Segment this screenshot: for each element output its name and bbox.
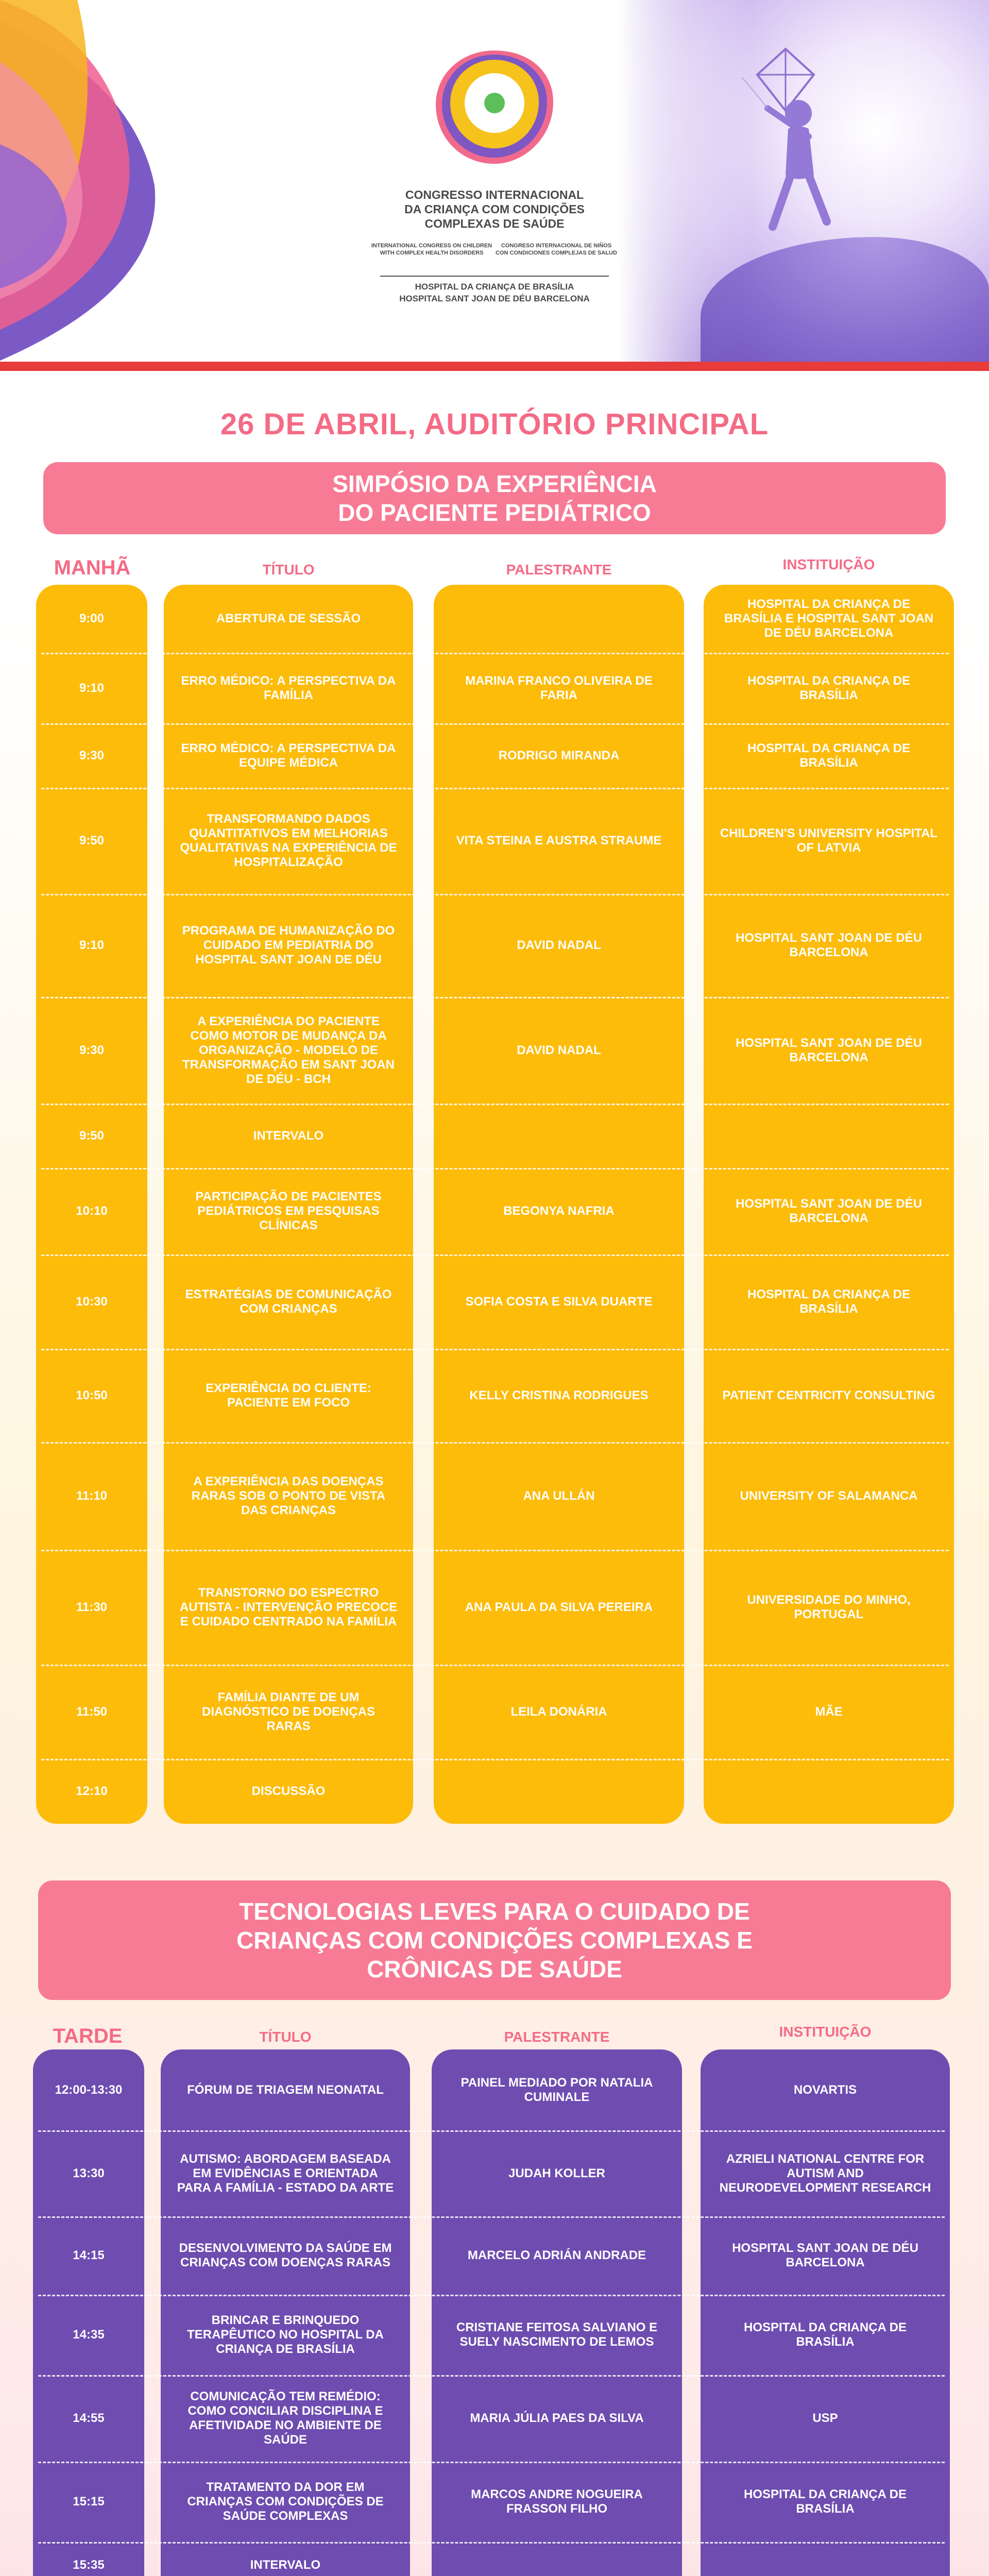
cell-speaker: BEGONYA NAFRIA bbox=[503, 1204, 615, 1218]
cell-speaker: PAINEL MEDIADO POR NATALIA CUMINALE bbox=[461, 2075, 653, 2104]
cell-title: BRINCAR E BRINQUEDO TERAPÊUTICO NO HOSPITAL DA CRIANÇA DE BRASÍLIA bbox=[187, 2313, 384, 2356]
cell-institution: NOVARTIS bbox=[793, 2082, 857, 2097]
logo-title-line: CONGRESSO INTERNACIONAL bbox=[405, 188, 584, 201]
section-title: SIMPÓSIO DA EXPERIÊNCIA DO PACIENTE PEDIÁTRICO bbox=[332, 470, 657, 526]
column-header-speaker: PALESTRANTE bbox=[506, 562, 612, 578]
cell-institution: HOSPITAL DA CRIANÇA DE BRASÍLIA bbox=[747, 673, 910, 702]
cell-time: 9:10 bbox=[79, 938, 105, 952]
host-name: HOSPITAL SANT JOAN DE DÉU BARCELONA bbox=[399, 294, 590, 303]
column-header-institution: INSTITUIÇÃO bbox=[779, 2024, 872, 2040]
cell-time: 15:15 bbox=[73, 2495, 105, 2509]
cell-speaker bbox=[434, 585, 684, 653]
cell-speaker: LEILA DONÁRIA bbox=[510, 1704, 607, 1719]
cell-institution: HOSPITAL DA CRIANÇA DE BRASÍLIA bbox=[747, 741, 910, 770]
cell-title: ESTRATÉGIAS DE COMUNICAÇÃO COM CRIANÇAS bbox=[185, 1287, 392, 1316]
column-header-title: TÍTULO bbox=[259, 2029, 312, 2045]
section-banner-afternoon bbox=[38, 1880, 951, 2000]
cell-title: INTERVALO bbox=[250, 2557, 321, 2572]
host-name: HOSPITAL DA CRIANÇA DE BRASÍLIA bbox=[415, 282, 574, 292]
cell-title: TRANSTORNO DO ESPECTRO AUTISTA - INTERVENÇÃO PRECOCE E CUIDADO CENTRADO NA FAMÍLIA bbox=[179, 1585, 398, 1629]
cell-title: ERRO MÉDICO: A PERSPECTIVA DA EQUIPE MÉDICA bbox=[181, 741, 396, 770]
cell-speaker: DAVID NADAL bbox=[517, 938, 601, 952]
cell-time: 9:30 bbox=[79, 1043, 105, 1057]
cell-time: 9:30 bbox=[79, 748, 105, 762]
cell-institution: HOSPITAL SANT JOAN DE DÉU BARCELONA bbox=[732, 2241, 918, 2269]
cell-institution: PATIENT CENTRICITY CONSULTING bbox=[722, 1388, 935, 1402]
cell-speaker: ANA PAULA DA SILVA PEREIRA bbox=[465, 1600, 653, 1614]
cell-institution: HOSPITAL DA CRIANÇA DE BRASÍLIA bbox=[743, 2487, 907, 2516]
cell-institution: HOSPITAL DA CRIANÇA DE BRASÍLIA bbox=[747, 1287, 910, 1316]
cell-institution: HOSPITAL SANT JOAN DE DÉU BARCELONA bbox=[736, 931, 922, 959]
cell-speaker: MARINA FRANCO OLIVEIRA DE FARIA bbox=[465, 673, 653, 702]
cell-time: 11:30 bbox=[76, 1600, 108, 1614]
cell-speaker bbox=[432, 2542, 682, 2576]
cell-speaker: RODRIGO MIRANDA bbox=[498, 748, 620, 762]
cell-title: COMUNICAÇÃO TEM REMÉDIO: COMO CONCILIAR DISCIPLINA E AFETIVIDADE NO AMBIENTE DE SAÚDE bbox=[187, 2389, 383, 2447]
cell-title: EXPERIÊNCIA DO CLIENTE: PACIENTE EM FOCO bbox=[206, 1381, 371, 1410]
section-title: TECNOLOGIAS LEVES PARA O CUIDADO DE CRIANÇAS COM CONDIÇÕES COMPLEXAS E CRÔNICAS DE SAÚDE bbox=[236, 1898, 753, 1982]
cell-time: 12:00-13:30 bbox=[55, 2082, 123, 2097]
logo-divider bbox=[380, 276, 609, 277]
date-title: 26 DE ABRIL, AUDITÓRIO PRINCIPAL bbox=[220, 408, 769, 441]
cell-title: A EXPERIÊNCIA DO PACIENTE COMO MOTOR DE MUDANÇA DA ORGANIZAÇÃO - MODELO DE TRANSFORMAÇÃO EM SANT JOAN DE DÉU - BCH bbox=[182, 1014, 395, 1086]
period-label: MANHÃ bbox=[54, 556, 131, 579]
cell-institution: UNIVERSITY OF SALAMANCA bbox=[740, 1488, 918, 1503]
cell-speaker: KELLY CRISTINA RODRIGUES bbox=[469, 1388, 649, 1402]
cell-institution: USP bbox=[812, 2411, 838, 2425]
decorative-swirl bbox=[0, 0, 170, 371]
cell-speaker: JUDAH KOLLER bbox=[508, 2166, 605, 2180]
cell-speaker: ANA ULLÁN bbox=[523, 1488, 595, 1503]
cell-time: 13:30 bbox=[73, 2166, 105, 2180]
cell-institution: UNIVERSIDADE DO MINHO, PORTUGAL bbox=[747, 1592, 911, 1621]
child-silhouette bbox=[737, 77, 850, 247]
cell-speaker: MARCELO ADRIÁN ANDRADE bbox=[467, 2248, 646, 2262]
cell-speaker: MARCOS ANDRE NOGUEIRA FRASSON FILHO bbox=[471, 2487, 643, 2516]
cell-time: 9:10 bbox=[79, 681, 105, 695]
period-label: TARDE bbox=[53, 2025, 123, 2047]
cell-institution: AZRIELI NATIONAL CENTRE FOR AUTISM AND NEURODEVELOPMENT RESEARCH bbox=[719, 2151, 931, 2195]
cell-time: 12:10 bbox=[76, 1784, 108, 1798]
congress-logo bbox=[431, 45, 558, 169]
cell-title: TRANSFORMANDO DADOS QUANTITATIVOS EM MELHORIAS QUALITATIVAS NA EXPERIÊNCIA DE HOSPITALIZAÇÃO bbox=[180, 812, 397, 869]
cell-institution: HOSPITAL DA CRIANÇA DE BRASÍLIA E HOSPITAL SANT JOAN DE DÉU BARCELONA bbox=[724, 597, 934, 640]
cell-speaker: MARIA JÚLIA PAES DA SILVA bbox=[470, 2411, 644, 2425]
cell-speaker: SOFIA COSTA E SILVA DUARTE bbox=[465, 1294, 653, 1309]
cell-speaker bbox=[434, 1104, 684, 1168]
cell-time: 14:55 bbox=[73, 2411, 105, 2425]
cell-time: 14:35 bbox=[73, 2328, 105, 2342]
cell-institution bbox=[704, 1104, 954, 1168]
cell-time: 9:50 bbox=[79, 1128, 105, 1143]
cell-institution: MÃE bbox=[815, 1704, 843, 1719]
cell-time: 14:15 bbox=[73, 2248, 105, 2262]
cell-institution: HOSPITAL SANT JOAN DE DÉU BARCELONA bbox=[736, 1036, 922, 1064]
cell-title: ABERTURA DE SESSÃO bbox=[216, 612, 361, 625]
cell-institution: CHILDREN'S UNIVERSITY HOSPITAL OF LATVIA bbox=[720, 826, 938, 855]
cell-time: 11:50 bbox=[76, 1704, 108, 1719]
header-divider bbox=[0, 362, 989, 371]
column-header-title: TÍTULO bbox=[262, 562, 315, 578]
column-header-speaker: PALESTRANTE bbox=[504, 2029, 610, 2045]
cell-speaker: VITA STEINA E AUSTRA STRAUME bbox=[456, 834, 662, 848]
logo-title-line: DA CRIANÇA COM CONDIÇÕES bbox=[404, 202, 585, 216]
cell-title: ERRO MÉDICO: A PERSPECTIVA DA FAMÍLIA bbox=[181, 673, 396, 702]
cell-title: AUTISMO: ABORDAGEM BASEADA EM EVIDÊNCIAS E ORIENTADA PARA A FAMÍLIA - ESTADO DA ARTE bbox=[177, 2151, 394, 2195]
logo-subtitle-en: INTERNATIONAL CONGRESS ON CHILDREN WITH COMPLEX HEALTH DISORDERS bbox=[371, 243, 492, 256]
cell-title: TRATAMENTO DA DOR EM CRIANÇAS COM CONDIÇÕES DE SAÚDE COMPLEXAS bbox=[187, 2480, 384, 2523]
header bbox=[0, 0, 989, 371]
cell-title: PROGRAMA DE HUMANIZAÇÃO DO CUIDADO EM PEDIATRIA DO HOSPITAL SANT JOAN DE DÉU bbox=[182, 924, 395, 967]
cell-institution: HOSPITAL SANT JOAN DE DÉU BARCELONA bbox=[736, 1197, 922, 1225]
cell-title: PARTICIPAÇÃO DE PACIENTES PEDIÁTRICOS EM PESQUISAS CLÍNICAS bbox=[195, 1190, 382, 1232]
cell-time: 10:50 bbox=[76, 1388, 108, 1402]
cell-title: DISCUSSÃO bbox=[251, 1784, 326, 1798]
cell-time: 10:30 bbox=[76, 1294, 108, 1309]
cell-time: 10:10 bbox=[76, 1204, 108, 1218]
cell-title: INTERVALO bbox=[253, 1128, 324, 1143]
cell-title: A EXPERIÊNCIA DAS DOENÇAS RARAS SOB O PONTO DE VISTA DAS CRIANÇAS bbox=[191, 1474, 386, 1517]
cell-title: FAMÍLIA DIANTE DE UM DIAGNÓSTICO DE DOENÇAS RARAS bbox=[201, 1690, 376, 1733]
cell-title: DESENVOLVIMENTO DA SAÚDE EM CRIANÇAS COM DOENÇAS RARAS bbox=[179, 2241, 392, 2269]
cell-institution bbox=[704, 1759, 954, 1824]
cell-speaker: DAVID NADAL bbox=[517, 1043, 601, 1057]
hill-shape bbox=[701, 237, 989, 371]
cell-institution: HOSPITAL DA CRIANÇA DE BRASÍLIA bbox=[743, 2320, 907, 2349]
logo-title-line: COMPLEXAS DE SAÚDE bbox=[424, 217, 565, 230]
section-banner-morning bbox=[43, 462, 946, 534]
cell-time: 9:50 bbox=[79, 834, 105, 848]
cell-time: 11:10 bbox=[76, 1488, 108, 1503]
cell-time: 9:00 bbox=[79, 612, 105, 625]
cell-institution bbox=[701, 2542, 950, 2576]
cell-speaker bbox=[434, 1759, 684, 1824]
cell-title: FÓRUM DE TRIAGEM NEONATAL bbox=[187, 2082, 384, 2097]
cell-speaker: CRISTIANE FEITOSA SALVIANO E SUELY NASCIMENTO DE LEMOS bbox=[456, 2320, 658, 2349]
cell-time: 15:35 bbox=[73, 2557, 105, 2572]
column-header-institution: INSTITUIÇÃO bbox=[782, 556, 875, 572]
logo-subtitle-es: CONGRESO INTERNACIONAL DE NIÑOS CON CONDICIONES COMPLEJAS DE SALUD bbox=[496, 243, 617, 256]
